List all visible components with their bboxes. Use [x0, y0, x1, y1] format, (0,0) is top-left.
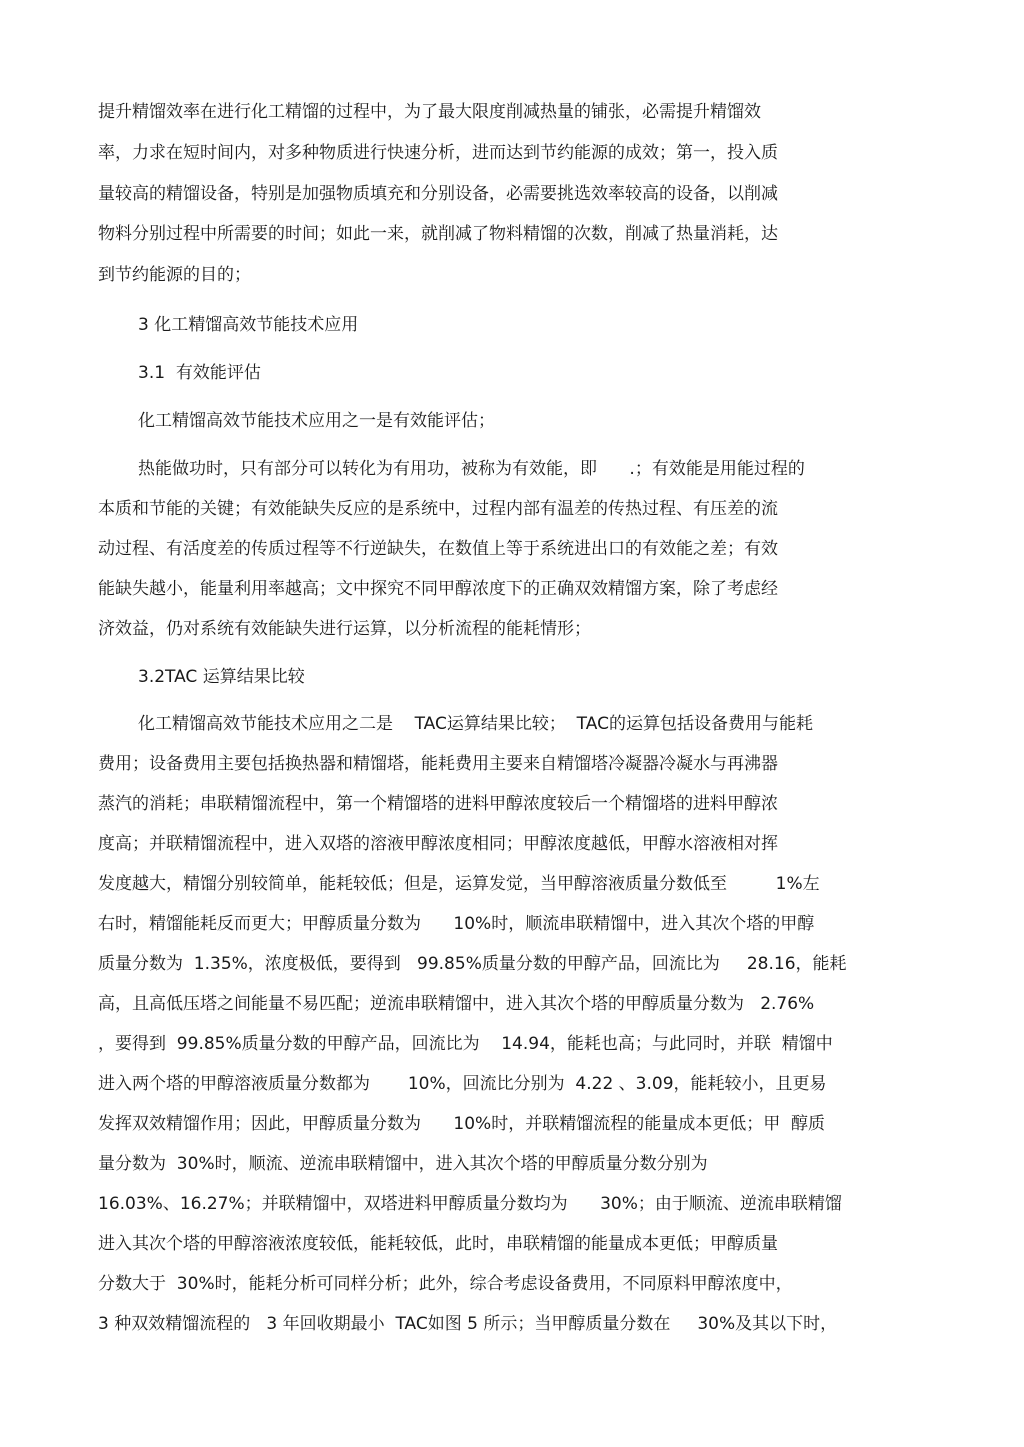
text-line-22: 高，且高低压塔之间能量不易匹配；逆流串联精馏中，进入其次个塔的甲醇质量分数为 2.76% [98, 994, 815, 1014]
text-line-4: 物料分别过程中所需要的时间；如此一来，就削减了物料精馏的次数，削减了热量消耗，达 [98, 224, 778, 244]
text-line-28: 进入其次个塔的甲醇溶液浓度较低，能耗较低，此时，串联精馏的能量成本更低；甲醇质量 [98, 1234, 778, 1254]
text-line-5: 到节约能源的目的； [98, 265, 251, 285]
text-line-3: 量较高的精馏设备，特别是加强物质填充和分别设备，必需要挑选效率较高的设备，以削减 [98, 184, 778, 204]
text-line-23: ，要得到 99.85%质量分数的甲醇产品，回流比为 14.94，能耗也高；与此同时，并联 精馏中 [98, 1034, 833, 1054]
section-heading-3: 3 化工精馏高效节能技术应用 [138, 315, 359, 335]
text-line-10: 本质和节能的关键；有效能缺失反应的是系统中，过程内部有温差的传热过程、有压差的流 [98, 499, 778, 519]
text-line-24: 进入两个塔的甲醇溶液质量分数都为 10%，回流比分别为 4.22 、3.09，能耗较小，且更易 [98, 1074, 827, 1094]
text-line-27: 16.03%、16.27%；并联精馏中，双塔进料甲醇质量分数均为 30%；由于顺流、逆流串联精馏 [98, 1194, 842, 1214]
text-line-2: 率，力求在短时间内，对多种物质进行快速分析，进而达到节约能源的成效；第一，投入质 [98, 143, 778, 163]
text-line-8: 化工精馏高效节能技术应用之一是有效能评估； [138, 411, 495, 431]
subsection-heading-3-1: 3.1 有效能评估 [138, 363, 261, 383]
text-line-26: 量分数为 30%时，顺流、逆流串联精馏中，进入其次个塔的甲醇质量分数分别为 [98, 1154, 708, 1174]
text-line-17: 蒸汽的消耗；串联精馏流程中，第一个精馏塔的进料甲醇浓度较后一个精馏塔的进料甲醇浓 [98, 794, 778, 814]
text-line-18: 度高；并联精馏流程中，进入双塔的溶液甲醇浓度相同；甲醇浓度越低，甲醇水溶液相对挥 [98, 834, 778, 854]
text-line-9: 热能做功时，只有部分可以转化为有用功，被称为有效能，即 .；有效能是用能过程的 [138, 459, 805, 479]
text-line-15: 化工精馏高效节能技术应用之二是 TAC运算结果比较； TAC的运算包括设备费用与能耗 [138, 714, 813, 734]
text-line-25: 发挥双效精馏作用；因此，甲醇质量分数为 10%时，并联精馏流程的能量成本更低；甲 醇质 [98, 1114, 826, 1134]
text-line-13: 济效益，仍对系统有效能缺失进行运算，以分析流程的能耗情形； [98, 619, 591, 639]
subsection-heading-3-2: 3.2TAC 运算结果比较 [138, 667, 305, 687]
text-line-16: 费用；设备费用主要包括换热器和精馏塔，能耗费用主要来自精馏塔冷凝器冷凝水与再沸器 [98, 754, 778, 774]
text-line-20: 右时，精馏能耗反而更大；甲醇质量分数为 10%时，顺流串联精馏中，进入其次个塔的甲醇 [98, 914, 815, 934]
text-line-11: 动过程、有活度差的传质过程等不行逆缺失，在数值上等于系统进出口的有效能之差；有效 [98, 539, 778, 559]
text-line-29: 分数大于 30%时，能耗分析可同样分析；此外，综合考虑设备费用，不同原料甲醇浓度中， [98, 1274, 793, 1294]
text-line-12: 能缺失越小，能量利用率越高；文中探究不同甲醇浓度下的正确双效精馏方案，除了考虑经 [98, 579, 778, 599]
text-line-1: 提升精馏效率在进行化工精馏的过程中，为了最大限度削减热量的铺张，必需提升精馏效 [98, 102, 761, 122]
text-line-19: 发度越大，精馏分别较简单，能耗较低；但是，运算发觉，当甲醇溶液质量分数低至 1%左 [98, 874, 820, 894]
text-line-21: 质量分数为 1.35%，浓度极低，要得到 99.85%质量分数的甲醇产品，回流比为 28.16，能耗 [98, 954, 847, 974]
text-line-30: 3 种双效精馏流程的 3 年回收期最小 TAC如图 5 所示；当甲醇质量分数在 30%及其以下时， [98, 1314, 838, 1334]
